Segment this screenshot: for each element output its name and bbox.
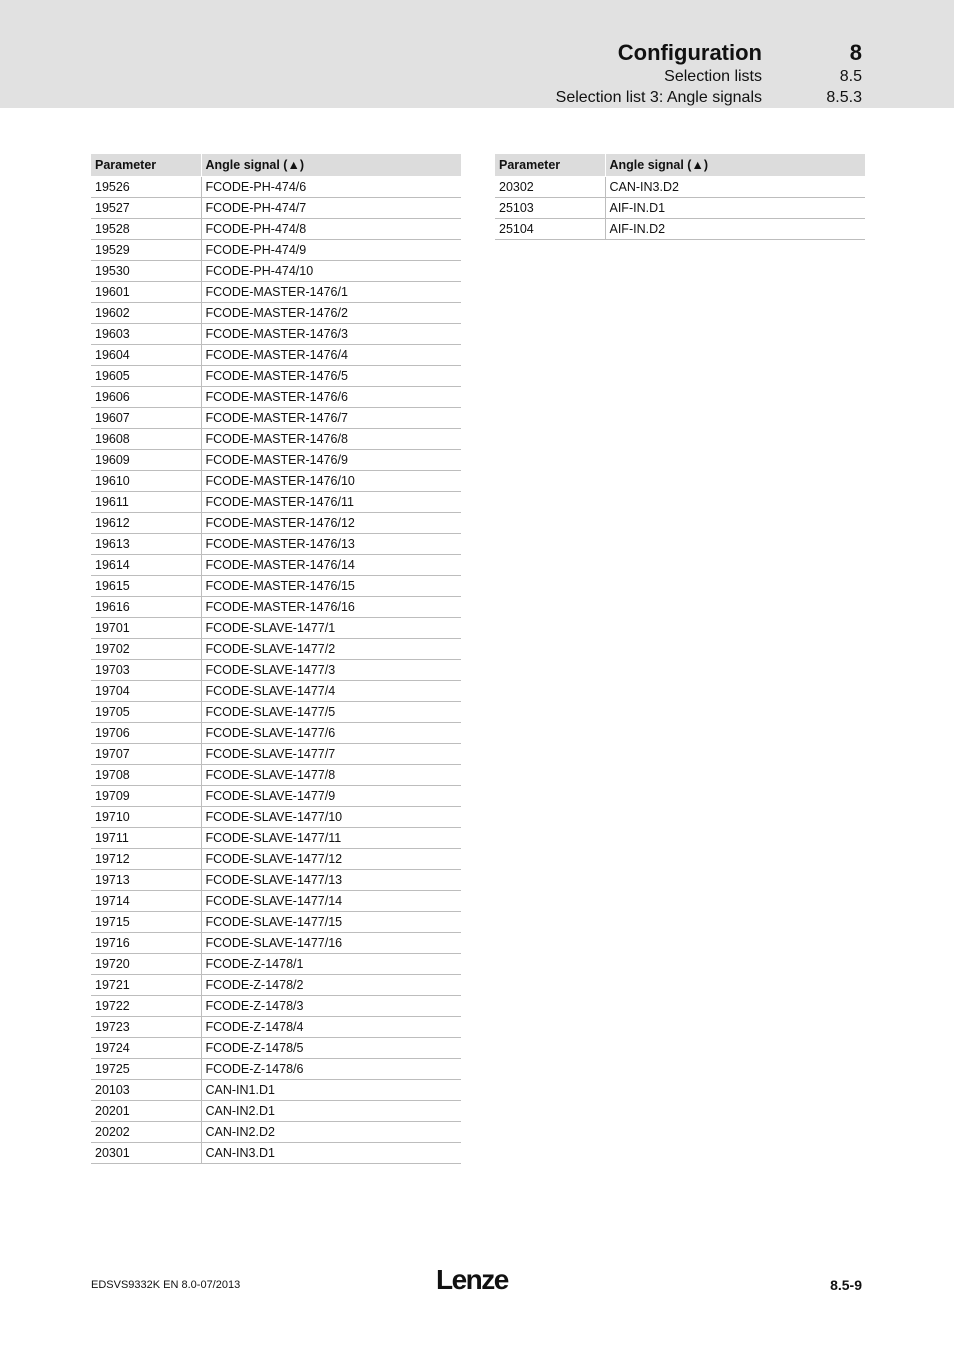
table-row bbox=[91, 996, 461, 1017]
parameter-cell: 19613 bbox=[91, 534, 201, 555]
parameter-cell: 19610 bbox=[91, 471, 201, 492]
table-row bbox=[91, 177, 461, 198]
table-row bbox=[91, 282, 461, 303]
parameter-cell: 19721 bbox=[91, 975, 201, 996]
table-row bbox=[91, 597, 461, 618]
table-row bbox=[91, 828, 461, 849]
angle-signal-cell: FCODE-SLAVE-1477/4 bbox=[201, 681, 461, 702]
parameter-cell: 20103 bbox=[91, 1080, 201, 1101]
table-row bbox=[91, 429, 461, 450]
angle-signal-cell: FCODE-SLAVE-1477/14 bbox=[201, 891, 461, 912]
angle-signal-cell: FCODE-SLAVE-1477/10 bbox=[201, 807, 461, 828]
parameter-cell: 19710 bbox=[91, 807, 201, 828]
table-row bbox=[91, 702, 461, 723]
angle-signal-cell: FCODE-MASTER-1476/1 bbox=[201, 282, 461, 303]
angle-signal-cell: CAN-IN1.D1 bbox=[201, 1080, 461, 1101]
table-row bbox=[91, 366, 461, 387]
angle-signal-cell: AIF-IN.D1 bbox=[605, 198, 865, 219]
angle-signal-cell: FCODE-MASTER-1476/9 bbox=[201, 450, 461, 471]
parameter-cell: 19706 bbox=[91, 723, 201, 744]
table-header-row bbox=[91, 154, 461, 177]
table-row bbox=[91, 198, 461, 219]
parameter-cell: 19704 bbox=[91, 681, 201, 702]
table-row bbox=[91, 303, 461, 324]
document-id: EDSVS9332K EN 8.0-07/2013 bbox=[91, 1279, 241, 1291]
table-row bbox=[91, 471, 461, 492]
parameter-cell: 19615 bbox=[91, 576, 201, 597]
angle-signal-cell: FCODE-SLAVE-1477/2 bbox=[201, 639, 461, 660]
parameter-cell: 19602 bbox=[91, 303, 201, 324]
parameter-cell: 19714 bbox=[91, 891, 201, 912]
parameter-cell: 19705 bbox=[91, 702, 201, 723]
angle-signal-cell: FCODE-Z-1478/5 bbox=[201, 1038, 461, 1059]
parameter-cell: 19612 bbox=[91, 513, 201, 534]
angle-signal-cell: FCODE-MASTER-1476/13 bbox=[201, 534, 461, 555]
table-row bbox=[91, 261, 461, 282]
angle-signal-cell: FCODE-Z-1478/2 bbox=[201, 975, 461, 996]
angle-signal-cell: FCODE-Z-1478/6 bbox=[201, 1059, 461, 1080]
table-row bbox=[495, 219, 865, 240]
parameter-cell: 19611 bbox=[91, 492, 201, 513]
angle-signal-cell: FCODE-SLAVE-1477/13 bbox=[201, 870, 461, 891]
table-row bbox=[91, 765, 461, 786]
angle-signal-cell: FCODE-SLAVE-1477/12 bbox=[201, 849, 461, 870]
parameter-cell: 20202 bbox=[91, 1122, 201, 1143]
parameter-cell: 19702 bbox=[91, 639, 201, 660]
angle-signal-cell: FCODE-PH-474/8 bbox=[201, 219, 461, 240]
angle-signal-cell: FCODE-Z-1478/3 bbox=[201, 996, 461, 1017]
angle-signal-cell: FCODE-SLAVE-1477/8 bbox=[201, 765, 461, 786]
table-row bbox=[91, 555, 461, 576]
parameter-cell: 20201 bbox=[91, 1101, 201, 1122]
angle-signal-cell: FCODE-MASTER-1476/5 bbox=[201, 366, 461, 387]
table-row bbox=[91, 387, 461, 408]
table-row bbox=[91, 576, 461, 597]
table-row bbox=[91, 240, 461, 261]
table-row bbox=[91, 849, 461, 870]
parameter-cell: 19724 bbox=[91, 1038, 201, 1059]
angle-signal-cell: FCODE-MASTER-1476/12 bbox=[201, 513, 461, 534]
parameter-cell: 19703 bbox=[91, 660, 201, 681]
parameter-cell: 19701 bbox=[91, 618, 201, 639]
parameter-cell: 19715 bbox=[91, 912, 201, 933]
angle-signal-cell: CAN-IN3.D1 bbox=[201, 1143, 461, 1164]
chapter-title: Configuration bbox=[617, 40, 762, 65]
chapter-number: 8 bbox=[849, 40, 862, 65]
angle-signal-cell: FCODE-SLAVE-1477/6 bbox=[201, 723, 461, 744]
table-row bbox=[91, 345, 461, 366]
parameter-cell: 19614 bbox=[91, 555, 201, 576]
angle-signal-cell: FCODE-Z-1478/4 bbox=[201, 1017, 461, 1038]
subsection-title: Selection list 3: Angle signals bbox=[555, 89, 762, 106]
angle-signal-cell: FCODE-SLAVE-1477/16 bbox=[201, 933, 461, 954]
angle-signal-cell: FCODE-MASTER-1476/6 bbox=[201, 387, 461, 408]
lenze-logo-mark bbox=[436, 1263, 516, 1293]
angle-signal-cell: FCODE-SLAVE-1477/11 bbox=[201, 828, 461, 849]
parameter-cell: 20302 bbox=[495, 177, 605, 198]
table-row bbox=[91, 975, 461, 996]
table-row bbox=[91, 408, 461, 429]
table-row bbox=[91, 807, 461, 828]
table-row bbox=[91, 1017, 461, 1038]
angle-signal-cell: FCODE-PH-474/7 bbox=[201, 198, 461, 219]
table-row bbox=[91, 1038, 461, 1059]
angle-signal-cell: CAN-IN3.D2 bbox=[605, 177, 865, 198]
column-header-parameter: Parameter bbox=[495, 154, 605, 177]
parameter-cell: 19709 bbox=[91, 786, 201, 807]
angle-signal-cell: CAN-IN2.D1 bbox=[201, 1101, 461, 1122]
angle-signal-cell: AIF-IN.D2 bbox=[605, 219, 865, 240]
angle-signal-cell: FCODE-MASTER-1476/2 bbox=[201, 303, 461, 324]
parameter-cell: 25104 bbox=[495, 219, 605, 240]
parameter-cell: 19616 bbox=[91, 597, 201, 618]
parameter-cell: 19527 bbox=[91, 198, 201, 219]
angle-signal-cell: FCODE-Z-1478/1 bbox=[201, 954, 461, 975]
parameter-cell: 19601 bbox=[91, 282, 201, 303]
table-row bbox=[91, 639, 461, 660]
table-row bbox=[91, 618, 461, 639]
column-header-angle-signal: Angle signal (▲) bbox=[201, 154, 461, 177]
angle-signal-cell: FCODE-SLAVE-1477/3 bbox=[201, 660, 461, 681]
table-row bbox=[91, 1101, 461, 1122]
table-row bbox=[91, 681, 461, 702]
section-title: Selection lists bbox=[664, 68, 762, 85]
parameter-cell: 19530 bbox=[91, 261, 201, 282]
table-row bbox=[91, 534, 461, 555]
table-row bbox=[91, 912, 461, 933]
angle-signal-cell: FCODE-MASTER-1476/4 bbox=[201, 345, 461, 366]
table-row bbox=[91, 933, 461, 954]
angle-signal-cell: FCODE-MASTER-1476/3 bbox=[201, 324, 461, 345]
parameter-cell: 19716 bbox=[91, 933, 201, 954]
parameter-cell: 19606 bbox=[91, 387, 201, 408]
parameter-table-right bbox=[495, 154, 865, 240]
angle-signal-cell: FCODE-MASTER-1476/14 bbox=[201, 555, 461, 576]
table-row bbox=[91, 219, 461, 240]
table-row bbox=[495, 198, 865, 219]
table-header-row bbox=[495, 154, 865, 177]
subsection-number: 8.5.3 bbox=[826, 89, 862, 106]
table-row bbox=[91, 450, 461, 471]
parameter-table-left bbox=[91, 154, 461, 1164]
parameter-cell: 19604 bbox=[91, 345, 201, 366]
table-row bbox=[91, 891, 461, 912]
parameter-cell: 19725 bbox=[91, 1059, 201, 1080]
parameter-cell: 19608 bbox=[91, 429, 201, 450]
angle-signal-cell: FCODE-SLAVE-1477/15 bbox=[201, 912, 461, 933]
angle-signal-cell: FCODE-SLAVE-1477/1 bbox=[201, 618, 461, 639]
table-row bbox=[91, 660, 461, 681]
angle-signal-cell: CAN-IN2.D2 bbox=[201, 1122, 461, 1143]
parameter-cell: 19529 bbox=[91, 240, 201, 261]
table-row bbox=[91, 1143, 461, 1164]
parameter-cell: 19720 bbox=[91, 954, 201, 975]
angle-signal-cell: FCODE-MASTER-1476/8 bbox=[201, 429, 461, 450]
table-row bbox=[91, 786, 461, 807]
lenze-logo bbox=[436, 1263, 516, 1298]
parameter-cell: 19707 bbox=[91, 744, 201, 765]
angle-signal-cell: FCODE-SLAVE-1477/9 bbox=[201, 786, 461, 807]
angle-signal-cell: FCODE-MASTER-1476/10 bbox=[201, 471, 461, 492]
parameter-cell: 19708 bbox=[91, 765, 201, 786]
section-number: 8.5 bbox=[839, 68, 862, 85]
parameter-cell: 19528 bbox=[91, 219, 201, 240]
angle-signal-cell: FCODE-PH-474/10 bbox=[201, 261, 461, 282]
table-row bbox=[91, 324, 461, 345]
angle-signal-cell: FCODE-MASTER-1476/11 bbox=[201, 492, 461, 513]
column-header-angle-signal: Angle signal (▲) bbox=[605, 154, 865, 177]
parameter-cell: 19722 bbox=[91, 996, 201, 1017]
angle-signal-cell: FCODE-MASTER-1476/15 bbox=[201, 576, 461, 597]
table-row bbox=[91, 513, 461, 534]
column-header-parameter: Parameter bbox=[91, 154, 201, 177]
table-row bbox=[91, 492, 461, 513]
parameter-cell: 19609 bbox=[91, 450, 201, 471]
table-row bbox=[91, 954, 461, 975]
parameter-cell: 19605 bbox=[91, 366, 201, 387]
angle-signal-cell: FCODE-PH-474/9 bbox=[201, 240, 461, 261]
table-row bbox=[91, 1059, 461, 1080]
table-row bbox=[91, 723, 461, 744]
angle-signal-cell: FCODE-MASTER-1476/16 bbox=[201, 597, 461, 618]
table-row bbox=[91, 870, 461, 891]
parameter-cell: 19712 bbox=[91, 849, 201, 870]
parameter-cell: 25103 bbox=[495, 198, 605, 219]
angle-signal-cell: FCODE-SLAVE-1477/5 bbox=[201, 702, 461, 723]
angle-signal-cell: FCODE-PH-474/6 bbox=[201, 177, 461, 198]
header-band bbox=[0, 0, 954, 108]
logo-wordmark: Lenze bbox=[436, 1264, 508, 1293]
parameter-cell: 19526 bbox=[91, 177, 201, 198]
table-row bbox=[495, 177, 865, 198]
parameter-cell: 19603 bbox=[91, 324, 201, 345]
parameter-cell: 20301 bbox=[91, 1143, 201, 1164]
angle-signal-cell: FCODE-MASTER-1476/7 bbox=[201, 408, 461, 429]
table-row bbox=[91, 744, 461, 765]
parameter-cell: 19713 bbox=[91, 870, 201, 891]
parameter-cell: 19607 bbox=[91, 408, 201, 429]
parameter-cell: 19711 bbox=[91, 828, 201, 849]
angle-signal-cell: FCODE-SLAVE-1477/7 bbox=[201, 744, 461, 765]
table-row bbox=[91, 1122, 461, 1143]
parameter-cell: 19723 bbox=[91, 1017, 201, 1038]
page-number: 8.5-9 bbox=[830, 1277, 862, 1293]
table-row bbox=[91, 1080, 461, 1101]
